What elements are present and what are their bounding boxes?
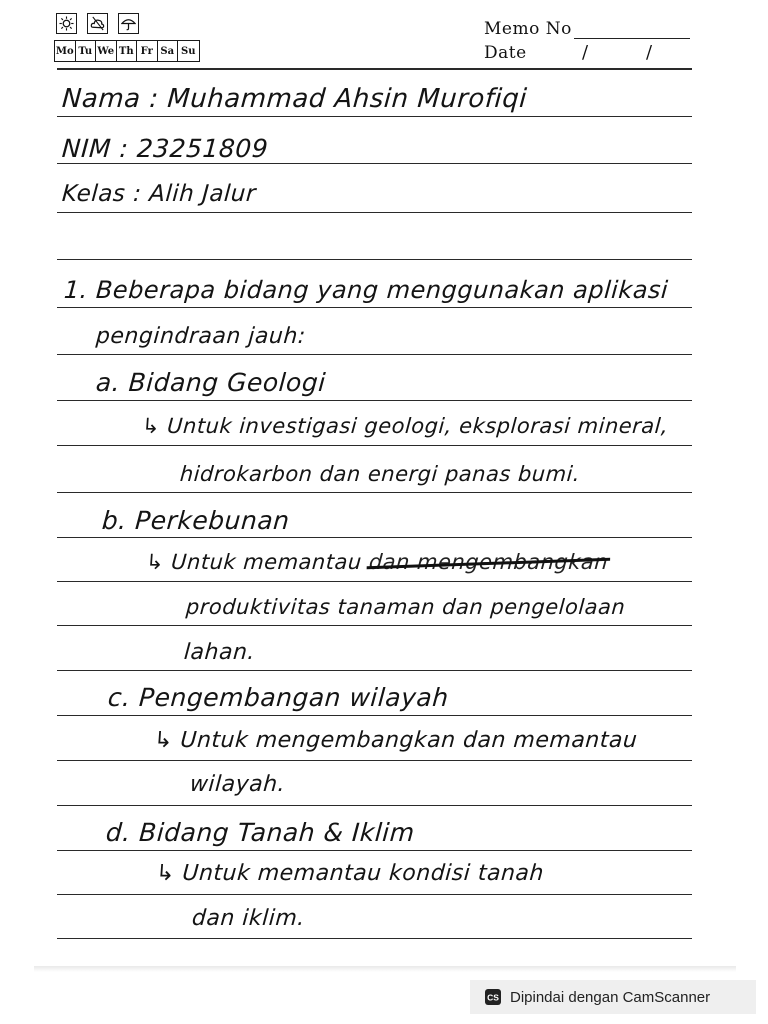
question-text: 1. Beberapa bidang yang menggunakan aplikasi: [63, 276, 670, 304]
question-text-cont: pengindraan jauh:: [95, 324, 307, 349]
rule-line: [57, 850, 692, 851]
item-a-title: a. Bidang Geologi: [94, 368, 327, 397]
rule-line: [57, 354, 692, 355]
item-b-line-1-text: ↳ Untuk memantau: [145, 550, 363, 574]
weekday-boxes: [54, 40, 200, 62]
day-we: We: [96, 41, 117, 61]
rule-line: [57, 760, 692, 761]
rule-line: [57, 670, 692, 671]
memo-page: [34, 0, 736, 966]
header-icons: [56, 13, 139, 34]
rule-line: [57, 163, 692, 164]
rule-line: [57, 307, 692, 308]
day-su: Su: [181, 45, 196, 57]
rule-line: [57, 68, 692, 70]
camscanner-logo-icon: [485, 989, 501, 1005]
rule-line: [57, 212, 692, 213]
rule-line: [57, 938, 692, 939]
item-d-title: d. Bidang Tanah & Iklim: [104, 818, 416, 847]
rule-line: [57, 492, 692, 493]
item-d-line-2: dan iklim.: [191, 906, 306, 931]
rule-line: [57, 537, 692, 538]
item-d-line-1: ↳ Untuk memantau kondisi tanah: [155, 861, 545, 886]
memo-no-label: Memo No: [484, 19, 572, 39]
logo-letters: CS: [487, 992, 499, 1003]
rule-line: [57, 445, 692, 446]
rule-line: [57, 259, 692, 260]
camscanner-text: Dipindai dengan CamScanner: [510, 988, 711, 1006]
rule-line: [57, 625, 692, 626]
sun-icon: [56, 13, 77, 34]
item-a-line-1: ↳ Untuk investigasi geologi, eksplorasi mineral,: [141, 414, 670, 438]
item-b-line-2: produktivitas tanaman dan pengelolaan: [185, 595, 627, 619]
student-nim: NIM : 23251809: [60, 134, 270, 163]
date-slash-1: /: [582, 42, 589, 63]
student-name: Nama : Muhammad Ahsin Murofiqi: [60, 84, 529, 114]
cloud-icon: [87, 13, 108, 34]
item-c-line-2: wilayah.: [189, 772, 287, 797]
item-c-line-1: ↳ Untuk mengembangkan dan memantau: [153, 728, 639, 753]
date-slash-2: /: [646, 42, 653, 63]
item-b-title: b. Perkebunan: [100, 506, 291, 535]
struck-out-text: dan mengembangkan: [368, 550, 610, 574]
rule-line: [57, 581, 692, 582]
student-class: Kelas : Alih Jalur: [61, 181, 257, 207]
day-fr: Fr: [137, 41, 158, 61]
rule-line: [57, 805, 692, 806]
rule-line: [57, 116, 692, 117]
item-b-line-3: lahan.: [183, 640, 256, 665]
day-mo: Mo: [55, 41, 76, 61]
memo-no-line: [574, 38, 690, 39]
date-label: Date: [484, 43, 527, 63]
camscanner-watermark: [470, 980, 756, 1014]
rule-line: [57, 715, 692, 716]
umbrella-icon: [118, 13, 139, 34]
day-sa: Sa: [158, 41, 179, 61]
day-tu: Tu: [76, 41, 97, 61]
rule-line: [57, 894, 692, 895]
item-a-line-2: hidrokarbon dan energi panas bumi.: [179, 462, 582, 486]
item-b-line-1: [145, 550, 609, 574]
day-th: Th: [117, 41, 138, 61]
item-c-title: c. Pengembangan wilayah: [106, 683, 450, 712]
rule-line: [57, 400, 692, 401]
